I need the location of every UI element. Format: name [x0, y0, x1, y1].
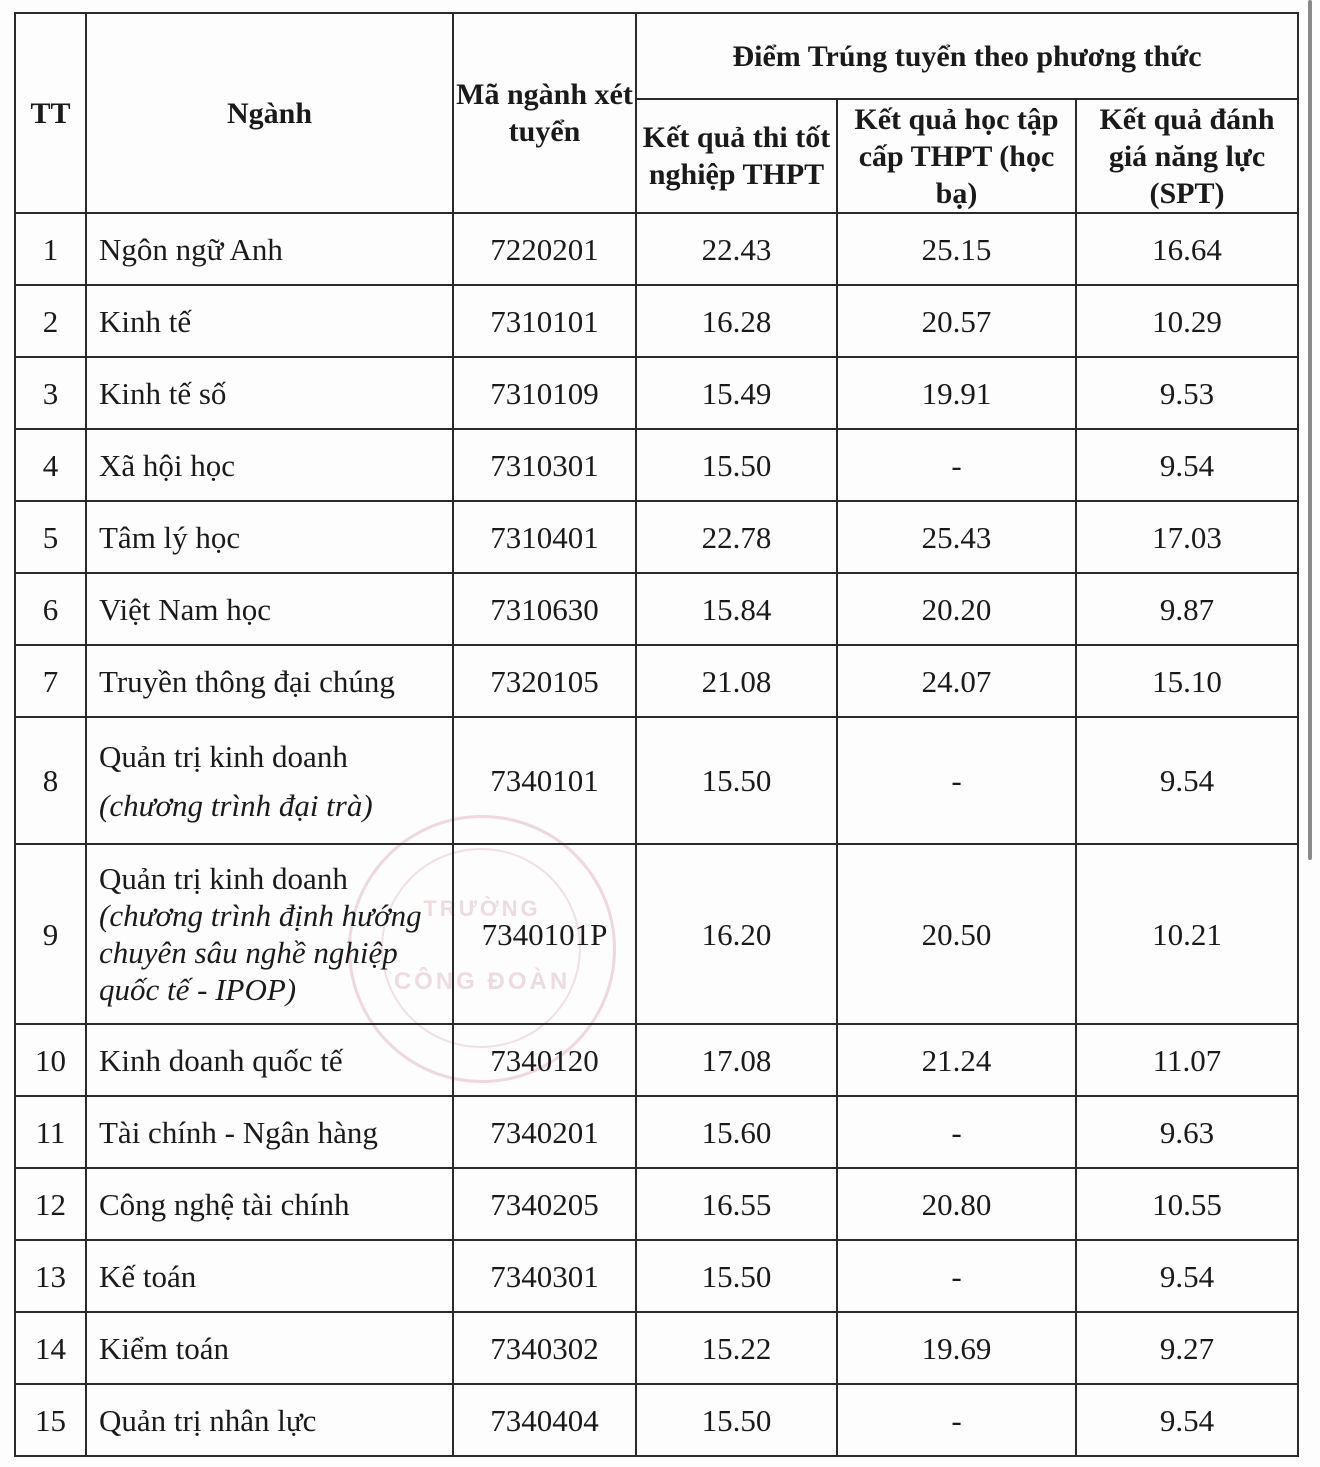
table-body	[15, 213, 1298, 1456]
header-row-top	[15, 13, 1298, 99]
cell-score-thpt: 21.08	[636, 645, 837, 717]
cell-score-spt: 10.55	[1076, 1168, 1298, 1240]
cell-major	[86, 645, 453, 717]
cell-tt: 4	[15, 429, 86, 501]
cell-score-thpt: 16.28	[636, 285, 837, 357]
cell-score-spt: 9.53	[1076, 357, 1298, 429]
major-name: Công nghệ tài chính	[99, 1186, 350, 1222]
cell-tt: 1	[15, 213, 86, 285]
header-major: Ngành	[86, 13, 453, 213]
major-name: Kinh doanh quốc tế	[99, 1042, 343, 1078]
cell-score-hocba: 25.43	[837, 501, 1076, 573]
cell-score-spt: 9.54	[1076, 1240, 1298, 1312]
cell-score-spt: 9.27	[1076, 1312, 1298, 1384]
major-program-note: (chương trình định hướng chuyên sâu nghề nghiệp quốc tế - IPOP)	[99, 898, 422, 1007]
cell-code: 7310301	[453, 429, 636, 501]
cell-major	[86, 501, 453, 573]
table-row	[15, 844, 1298, 1024]
cell-score-thpt: 22.78	[636, 501, 837, 573]
header-method-hocba: Kết quả học tập cấp THPT (học bạ)	[837, 99, 1076, 213]
table-row	[15, 1024, 1298, 1096]
cell-major	[86, 1240, 453, 1312]
cell-major	[86, 1024, 453, 1096]
cell-score-hocba: 19.91	[837, 357, 1076, 429]
cell-score-hocba: -	[837, 1384, 1076, 1456]
cell-code: 7310101	[453, 285, 636, 357]
cell-score-hocba: 20.57	[837, 285, 1076, 357]
cell-score-hocba: 21.24	[837, 1024, 1076, 1096]
cell-score-hocba: 20.50	[837, 844, 1076, 1024]
cell-score-spt: 10.29	[1076, 285, 1298, 357]
header-code: Mã ngành xét tuyển	[453, 13, 636, 213]
major-program-note: (chương trình đại trà)	[99, 787, 373, 823]
cell-score-spt: 9.54	[1076, 1384, 1298, 1456]
cell-major	[86, 1096, 453, 1168]
cell-major	[86, 429, 453, 501]
cell-tt: 5	[15, 501, 86, 573]
major-name: Tài chính - Ngân hàng	[99, 1114, 378, 1150]
cell-score-thpt: 15.50	[636, 717, 837, 844]
table-row	[15, 645, 1298, 717]
header-tt: TT	[15, 13, 86, 213]
cell-code: 7220201	[453, 213, 636, 285]
major-name: Quản trị kinh doanh	[99, 861, 348, 896]
cell-tt: 15	[15, 1384, 86, 1456]
cell-major	[86, 285, 453, 357]
cell-tt: 12	[15, 1168, 86, 1240]
cell-score-thpt: 15.22	[636, 1312, 837, 1384]
cell-tt: 6	[15, 573, 86, 645]
major-name: Truyền thông đại chúng	[99, 663, 395, 699]
cell-score-spt: 9.54	[1076, 717, 1298, 844]
cell-code: 7310109	[453, 357, 636, 429]
cell-score-hocba: -	[837, 1096, 1076, 1168]
cell-score-spt: 9.63	[1076, 1096, 1298, 1168]
major-name: Kiểm toán	[99, 1330, 229, 1366]
cell-score-hocba: -	[837, 1240, 1076, 1312]
table-row	[15, 285, 1298, 357]
cell-score-thpt: 15.84	[636, 573, 837, 645]
major-name: Quản trị kinh doanh	[99, 738, 348, 774]
cell-score-thpt: 17.08	[636, 1024, 837, 1096]
cell-score-spt: 9.87	[1076, 573, 1298, 645]
cell-tt: 11	[15, 1096, 86, 1168]
cell-score-thpt: 16.55	[636, 1168, 837, 1240]
cell-code: 7340301	[453, 1240, 636, 1312]
cell-score-hocba: 24.07	[837, 645, 1076, 717]
cell-tt: 2	[15, 285, 86, 357]
cell-major	[86, 213, 453, 285]
table-row	[15, 1168, 1298, 1240]
table-row	[15, 501, 1298, 573]
cell-major	[86, 573, 453, 645]
admission-score-table	[14, 12, 1299, 1457]
table-row	[15, 1240, 1298, 1312]
cell-major	[86, 1312, 453, 1384]
major-name: Việt Nam học	[99, 591, 272, 627]
cell-tt: 9	[15, 844, 86, 1024]
cell-code: 7340302	[453, 1312, 636, 1384]
table-row	[15, 429, 1298, 501]
cell-score-spt: 15.10	[1076, 645, 1298, 717]
cell-tt: 13	[15, 1240, 86, 1312]
cell-score-thpt: 15.50	[636, 1240, 837, 1312]
table-row	[15, 1312, 1298, 1384]
table-row	[15, 1096, 1298, 1168]
cell-score-thpt: 15.50	[636, 429, 837, 501]
cell-major	[86, 1384, 453, 1456]
cell-score-hocba: 20.80	[837, 1168, 1076, 1240]
cell-score-hocba: 20.20	[837, 573, 1076, 645]
cell-score-thpt: 22.43	[636, 213, 837, 285]
header-method-spt: Kết quả đánh giá năng lực (SPT)	[1076, 99, 1298, 213]
cell-score-hocba: 19.69	[837, 1312, 1076, 1384]
cell-tt: 10	[15, 1024, 86, 1096]
header-method-group: Điểm Trúng tuyển theo phương thức	[636, 13, 1298, 99]
cell-score-hocba: 25.15	[837, 213, 1076, 285]
cell-score-spt: 10.21	[1076, 844, 1298, 1024]
cell-score-spt: 16.64	[1076, 213, 1298, 285]
cell-tt: 14	[15, 1312, 86, 1384]
cell-score-spt: 9.54	[1076, 429, 1298, 501]
cell-score-thpt: 15.50	[636, 1384, 837, 1456]
major-name: Kinh tế số	[99, 375, 227, 411]
cell-code: 7310401	[453, 501, 636, 573]
cell-code: 7340201	[453, 1096, 636, 1168]
cell-score-spt: 11.07	[1076, 1024, 1298, 1096]
cell-major	[86, 357, 453, 429]
cell-code: 7340101P	[453, 844, 636, 1024]
stamp-text-bottom: CÔNG ĐOÀN	[393, 968, 571, 995]
cell-score-thpt: 15.49	[636, 357, 837, 429]
cell-score-hocba: -	[837, 717, 1076, 844]
cell-tt: 7	[15, 645, 86, 717]
cell-code: 7340404	[453, 1384, 636, 1456]
major-name: Tâm lý học	[99, 519, 241, 555]
table-row	[15, 717, 1298, 844]
major-name: Kinh tế	[99, 303, 192, 339]
cell-code: 7340205	[453, 1168, 636, 1240]
stamp-text-top: TRƯỜNG	[423, 896, 541, 921]
cell-score-thpt: 16.20	[636, 844, 837, 1024]
table-row	[15, 213, 1298, 285]
header-method-thpt: Kết quả thi tốt nghiệp THPT	[636, 99, 837, 213]
cell-tt: 3	[15, 357, 86, 429]
major-name: Quản trị nhân lực	[99, 1402, 317, 1438]
cell-major	[86, 844, 453, 1024]
table-row	[15, 357, 1298, 429]
cell-code: 7340101	[453, 717, 636, 844]
major-name: Ngôn ngữ Anh	[99, 231, 283, 267]
table-row	[15, 573, 1298, 645]
cell-major	[86, 717, 453, 844]
page-edge-shadow	[1308, 0, 1312, 860]
cell-tt: 8	[15, 717, 86, 844]
cell-score-hocba: -	[837, 429, 1076, 501]
table-row	[15, 1384, 1298, 1456]
cell-code: 7340120	[453, 1024, 636, 1096]
cell-code: 7310630	[453, 573, 636, 645]
major-name: Xã hội học	[99, 447, 236, 483]
cell-score-spt: 17.03	[1076, 501, 1298, 573]
major-name: Kế toán	[99, 1258, 197, 1294]
cell-score-thpt: 15.60	[636, 1096, 837, 1168]
cell-major	[86, 1168, 453, 1240]
cell-code: 7320105	[453, 645, 636, 717]
